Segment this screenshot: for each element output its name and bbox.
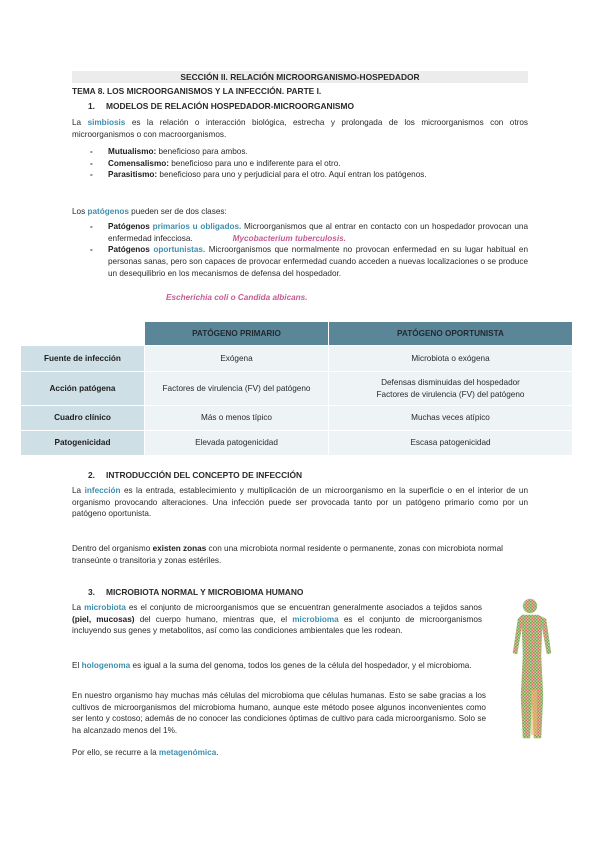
keyword-simbiosis: simbiosis xyxy=(87,118,126,127)
table-row xyxy=(21,406,573,431)
leg-highlight xyxy=(531,690,537,735)
hologenoma-paragraph: El hologenoma es igual a la suma del genoma, todos los genes de la célula del hospedador, y el microbioma. xyxy=(72,661,472,670)
keyword-hologenoma: hologenoma xyxy=(81,661,131,670)
infeccion-paragraph: La infección es la entrada, establecimiento y multiplicación de un microorganismo en la superficie o en el interior de un organismo provocando alteraciones. Una infección puede ser provocada tanto por un patógeno primario como por un patógeno oportunista. xyxy=(72,486,528,519)
table-cell: Microbiota o exógena xyxy=(329,346,573,372)
section-3-heading: 3. MICROBIOTA NORMAL Y MICROBIOMA HUMANO xyxy=(88,587,304,597)
column-header-oportunista: PATÓGENO OPORTUNISTA xyxy=(329,322,573,346)
keyword-infeccion: infección xyxy=(84,486,121,495)
example-mycobacterium: Mycobacterium tuberculosis. xyxy=(232,233,346,243)
tema-title: TEMA 8. LOS MICROORGANISMOS Y LA INFECCIÓN. PARTE I. xyxy=(72,86,322,96)
table-cell: Más o menos típico xyxy=(145,406,329,431)
keyword-metagenomica: metagenómica xyxy=(158,748,217,757)
table-row xyxy=(21,346,573,372)
section-1-heading xyxy=(88,101,354,113)
table-cell: Elevada patogenicidad xyxy=(145,431,329,456)
example-escherichia: Escherichia coli o Candida albicans. xyxy=(166,293,308,302)
row-label: Acción patógena xyxy=(21,372,145,406)
row-label: Patogenicidad xyxy=(21,431,145,456)
section-1-heading-text: MODELOS DE RELACIÓN HOSPEDADOR-MICROORGANISMO xyxy=(106,101,354,111)
microbiota-paragraph: La microbiota es el conjunto de microorganismos que se encuentran generalmente asociados a tejidos sanos (piel, mucosas) del cuerpo humano, mientras que, el microbioma es el conjunto de microorganismos incluyendo sus genes y metabolitos, así como las condiciones ambientales que les rodean. xyxy=(72,603,482,636)
keyword-microbioma: microbioma xyxy=(292,614,339,624)
simbiosis-paragraph: La simbiosis es la relación o interacción biológica, estrecha y prolongada de los microorganismos con otros microorganismos o con macroorganismos. xyxy=(72,118,528,139)
table-cell: Exógena xyxy=(145,346,329,372)
section-2-heading: 2. INTRODUCCIÓN DEL CONCEPTO DE INFECCIÓN xyxy=(88,470,303,480)
table-cell: Defensas disminuidas del hospedador Factores de virulencia (FV) del patógeno xyxy=(329,372,573,406)
row-label: Fuente de infección xyxy=(21,346,145,372)
metagenomica-paragraph: Por ello, se recurre a la metagenómica. xyxy=(72,748,219,757)
table-row xyxy=(21,431,573,456)
list-item: - Comensalismo: beneficioso para uno e indiferente para el otro. xyxy=(89,158,528,170)
list-item: - Mutualismo: beneficioso para ambos. xyxy=(89,146,528,158)
section-title: SECCIÓN II. RELACIÓN MICROORGANISMO-HOSPEDADOR xyxy=(72,71,528,83)
table-cell: Muchas veces atípico xyxy=(329,406,573,431)
row-label: Cuadro clínico xyxy=(21,406,145,431)
human-microbiome-figure xyxy=(500,595,560,745)
table-cell: Escasa patogenicidad xyxy=(329,431,573,456)
table-header-row xyxy=(21,322,573,346)
patogenos-list xyxy=(89,221,528,279)
table-row xyxy=(21,372,573,406)
list-item: - Parasitismo: beneficioso para uno y perjudicial para el otro. Aquí entran los patógenos. xyxy=(89,169,528,181)
section-1-number: 1. xyxy=(88,101,95,111)
relation-types-list xyxy=(89,146,528,181)
column-header-primario: PATÓGENO PRIMARIO xyxy=(145,322,329,346)
patogenos-intro: Los patógenos pueden ser de dos clases: xyxy=(72,207,227,216)
list-item-oportunistas: - Patógenos oportunistas. Microorganismos que normalmente no provocan enfermedad en su lugar habitual en personas sanas, pero son capaces de provocar enfermedad cuando acceden a nuevas localizaciones o se produce un desequilibrio en los mecanismos de defensa del hospedador. xyxy=(89,244,528,279)
pathogen-comparison-table xyxy=(20,321,573,456)
table-corner-cell xyxy=(21,322,145,346)
list-item-primarios: - Patógenos primarios u obligados. Microorganismos que al entrar en contacto con un hospedador provocan una enfermedad infecciosa. Mycobacterium tuberculosis. xyxy=(89,221,528,244)
zonas-paragraph: Dentro del organismo existen zonas con una microbiota normal residente o permanente, zonas con microbiota normal transeúnte o transitoria y zonas estériles. xyxy=(72,544,503,565)
cultivos-paragraph: En nuestro organismo hay muchas más células del microbioma que células humanas. Esto se sabe gracias a los cultivos de microorganismos del microbioma humano, aunque este método posee algunos inconvenientes como ser lento y costoso; además de no conocer las condiciones óptimas de cultivo para cada microorganismo. Solo se ha alcanzado menos del 1%. xyxy=(72,691,486,735)
keyword-microbiota: microbiota xyxy=(84,603,126,612)
table-cell: Factores de virulencia (FV) del patógeno xyxy=(145,372,329,406)
